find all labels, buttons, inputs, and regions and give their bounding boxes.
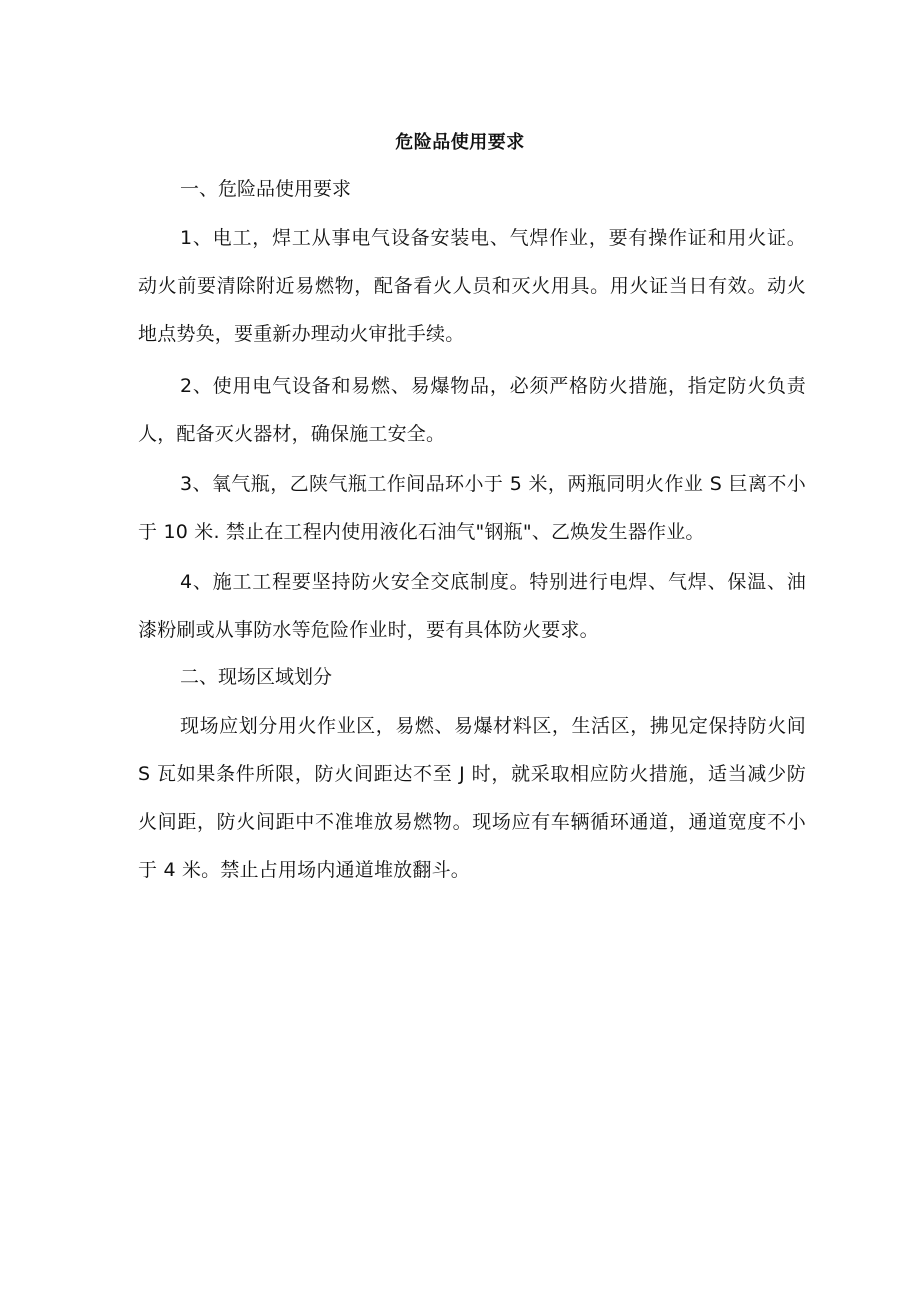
paragraph-electricians-welders: 1、电工，焊工从事电气设备安装电、气焊作业，要有操作证和用火证。动火前要清除附近易燃物，配备看火人员和灭火用具。用火证当日有效。动火地点势奂，要重新办理动火审批手续。 [138,227,806,345]
section-heading-site-zoning: 二、现场区域划分 [180,666,333,688]
page-title: 危险品使用要求 [395,132,525,153]
paragraph-fire-safety-briefing: 4、施工工程要坚持防火安全交底制度。特别进行电焊、气焊、保温、油漆粉刷或从事防水等危险作业时，要有具体防火要求。 [138,571,806,641]
paragraph-gas-cylinders: 3、氧气瓶，乙陕气瓶工作间品环小于 5 米，两瓶同明火作业 S 巨离不小于 10 米. 禁止在工程内使用液化石油气"钢瓶"、乙焕发生器作业。 [138,473,806,543]
paragraph-electrical-equipment: 2、使用电气设备和易燃、易爆物品，必须严格防火措施，指定防火负责人，配备灭火器材，确保施工安全。 [138,375,806,445]
paragraph-site-zoning: 现场应划分用火作业区，易燃、易爆材料区，生活区，拂见定保持防火间 S 瓦如果条件所限，防火间距达不至 J 时，就采取相应防火措施，适当减少防火间距，防火间距中不准堆放易燃物。现场应有车辆循环通道，通道宽度不小于 4 米。禁止占用场内通道堆放翻斗。 [138,715,806,881]
section-heading-hazardous-materials: 一、危险品使用要求 [180,178,352,200]
